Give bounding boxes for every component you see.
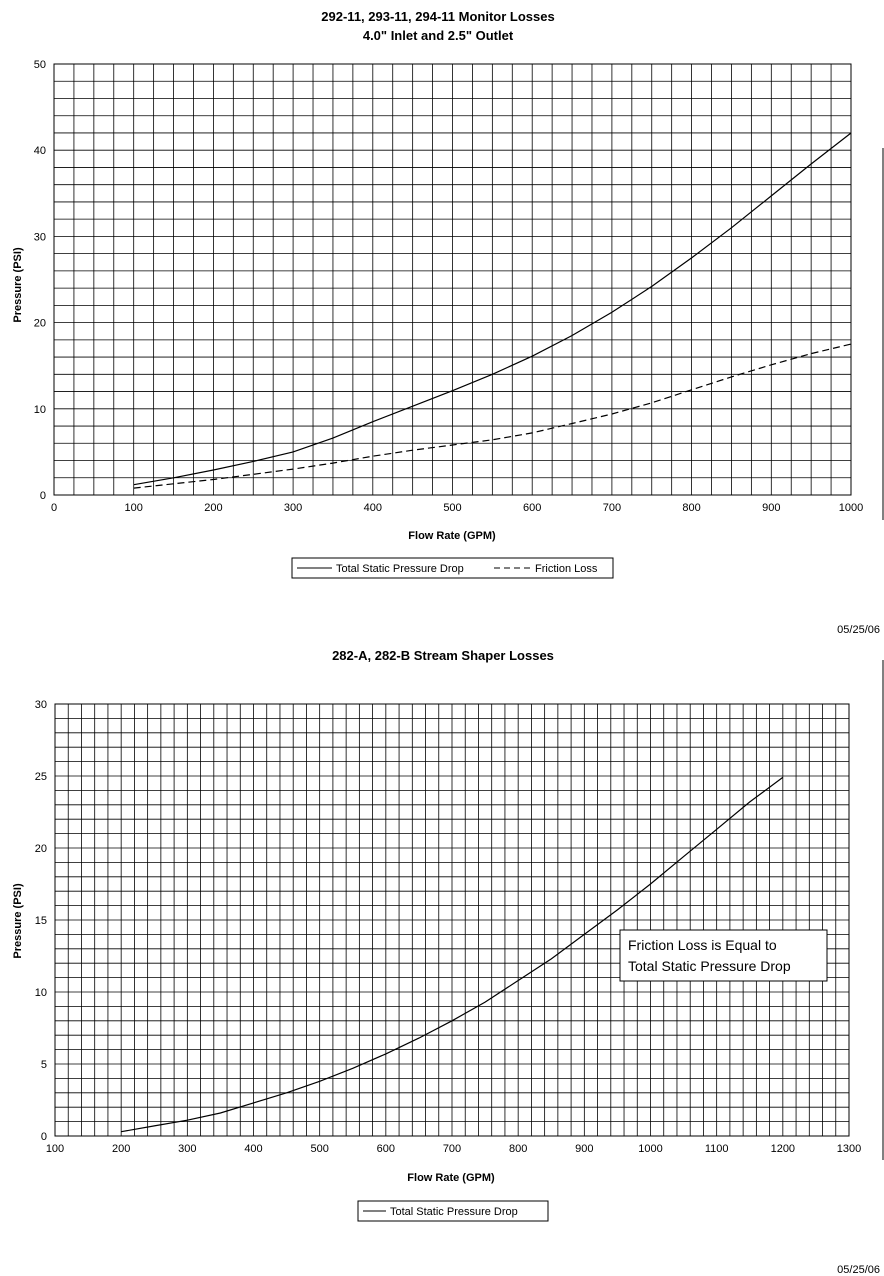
c1-y-tick-label: 10 <box>33 403 46 416</box>
c1-y-tick-label: 20 <box>33 317 46 330</box>
c2-x-tick-label: 500 <box>310 1143 329 1155</box>
c1-x-tick-label: 900 <box>762 502 781 514</box>
c2-x-tick-label: 600 <box>376 1143 396 1155</box>
c1-x-tick-label: 600 <box>523 502 542 514</box>
chart1-legend-series1: Total Static Pressure Drop <box>336 563 464 575</box>
c2-x-tick-label: 400 <box>244 1143 263 1155</box>
chart2-grid <box>55 704 849 1136</box>
chart2-x-ticks <box>46 1143 861 1155</box>
c2-x-tick-label: 1000 <box>638 1143 663 1155</box>
c2-y-tick-label: 15 <box>34 915 47 927</box>
c2-x-tick-label: 300 <box>178 1143 197 1155</box>
chart2-annotation-line2: Total Static Pressure Drop <box>628 958 791 974</box>
monitor-losses-chart <box>12 9 880 636</box>
c1-y-tick-label: 40 <box>33 145 46 158</box>
chart1-y-axis-label: Pressure (PSI) <box>12 247 24 323</box>
chart2-legend-series1: Total Static Pressure Drop <box>390 1206 518 1218</box>
chart1-x-axis-label: Flow Rate (GPM) <box>408 530 496 542</box>
c2-y-tick-label: 25 <box>34 771 47 783</box>
chart2-legend <box>358 1201 548 1221</box>
chart1-legend-series2: Friction Loss <box>535 563 598 575</box>
chart1-y-ticks <box>34 59 46 502</box>
c1-x-tick-label: 800 <box>682 502 701 514</box>
chart2-y-axis-label: Pressure (PSI) <box>12 883 24 959</box>
c1-y-tick-label: 30 <box>33 231 46 244</box>
chart2-date: 05/25/06 <box>837 1264 880 1276</box>
c2-y-tick-label: 10 <box>34 987 47 999</box>
c2-x-tick-label: 800 <box>508 1143 528 1155</box>
c2-x-tick-label: 100 <box>45 1143 65 1155</box>
c2-x-tick-label: 200 <box>111 1143 131 1155</box>
c2-x-tick-label: 900 <box>575 1143 594 1155</box>
c1-x-tick-label: 400 <box>363 502 382 514</box>
chart1-date: 05/25/06 <box>837 624 880 636</box>
c2-x-tick-label: 1300 <box>836 1143 862 1155</box>
c1-x-tick-label: 500 <box>443 502 462 514</box>
c1-x-tick-label: 200 <box>204 502 223 514</box>
c1-y-tick-label: 0 <box>39 490 46 502</box>
chart1-legend <box>292 558 613 578</box>
c2-x-tick-label: 700 <box>442 1143 462 1155</box>
c2-x-tick-label: 1200 <box>770 1143 796 1155</box>
c2-y-tick-label: 0 <box>40 1131 47 1143</box>
stream-shaper-losses-chart <box>12 648 880 1276</box>
chart2-y-ticks <box>35 699 47 1143</box>
c1-y-tick-label: 50 <box>33 59 46 71</box>
chart2-annotation-line1: Friction Loss is Equal to <box>628 937 777 953</box>
c1-x-tick-label: 100 <box>124 502 143 514</box>
c1-x-tick-label: 700 <box>602 502 622 514</box>
c2-y-tick-label: 30 <box>34 699 47 711</box>
chart1-x-ticks <box>51 502 863 514</box>
chart2-annotation <box>620 930 827 981</box>
chart1-grid <box>54 64 851 495</box>
c1-x-tick-label: 300 <box>283 502 303 514</box>
c2-y-tick-label: 5 <box>40 1059 47 1071</box>
c2-x-tick-label: 1100 <box>704 1143 729 1155</box>
c2-y-tick-label: 20 <box>34 843 47 855</box>
chart1-title: 292-11, 293-11, 294-11 Monitor Losses <box>321 9 555 24</box>
c1-x-tick-label: 0 <box>50 502 58 514</box>
chart2-title: 282-A, 282-B Stream Shaper Losses <box>332 648 554 663</box>
chart2-x-axis-label: Flow Rate (GPM) <box>407 1172 495 1184</box>
c1-x-tick-label: 1000 <box>838 502 864 514</box>
chart1-subtitle: 4.0" Inlet and 2.5" Outlet <box>362 28 514 43</box>
